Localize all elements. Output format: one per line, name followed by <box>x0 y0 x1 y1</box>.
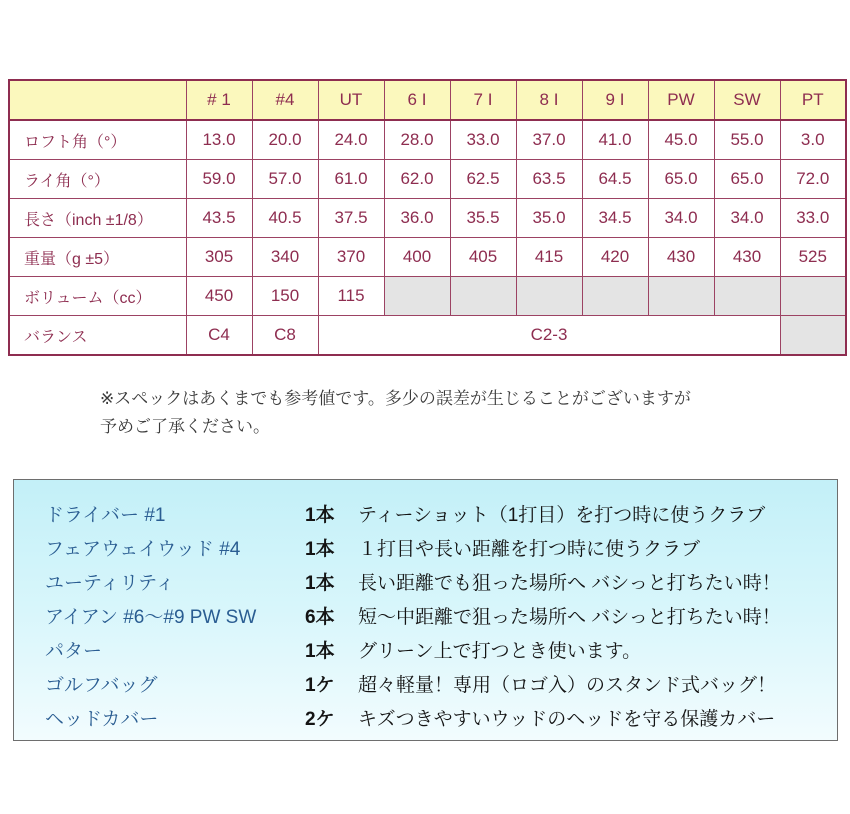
row-label: ボリューム（cc） <box>9 277 186 316</box>
item-description: 長い距離でも狙った場所へ バシっと打ちたい時！ <box>358 572 781 594</box>
club-name: ユーティリティ <box>45 572 175 594</box>
spec-cell: 34.0 <box>714 199 780 238</box>
empty-cell <box>648 277 714 316</box>
table-row <box>9 120 846 160</box>
set-item-row <box>45 564 837 598</box>
spec-note-line1: ※スペックはあくまでも参考値です。多少の誤差が生じることがございますが <box>100 389 691 408</box>
spec-cell: 40.5 <box>252 199 318 238</box>
table-row <box>9 238 846 277</box>
set-item-row <box>45 496 837 530</box>
spec-cell: 305 <box>186 238 252 277</box>
row-label: 長さ（inch ±1/8） <box>9 199 186 238</box>
empty-cell <box>780 316 846 356</box>
spec-cell: 63.5 <box>516 160 582 199</box>
column-header: SW <box>714 80 780 120</box>
club-name: アイアン #6〜#9 PW SW <box>45 606 257 628</box>
spec-cell: C4 <box>186 316 252 356</box>
spec-cell: 45.0 <box>648 120 714 160</box>
spec-cell: 420 <box>582 238 648 277</box>
club-name: ゴルフバッグ <box>45 674 158 696</box>
spec-cell: 61.0 <box>318 160 384 199</box>
item-description: １打目や長い距離を打つ時に使うクラブ <box>358 538 701 560</box>
spec-cell: 64.5 <box>582 160 648 199</box>
spec-cell: 55.0 <box>714 120 780 160</box>
column-header: # 1 <box>186 80 252 120</box>
item-count: 2ケ <box>305 708 335 730</box>
spec-cell: C8 <box>252 316 318 356</box>
club-name: ドライバー #1 <box>45 504 166 526</box>
club-name: ヘッドカバー <box>45 708 159 730</box>
item-count: 1本 <box>305 572 335 594</box>
spec-cell: 57.0 <box>252 160 318 199</box>
spec-cell: 450 <box>186 277 252 316</box>
spec-cell: 3.0 <box>780 120 846 160</box>
table-row <box>9 199 846 238</box>
item-count: 1本 <box>305 538 335 560</box>
row-label: ライ角（°） <box>9 160 186 199</box>
spec-table-header-row <box>9 80 846 120</box>
set-contents-box <box>13 479 838 741</box>
club-name: フェアウェイウッド #4 <box>45 538 241 560</box>
spec-cell: 340 <box>252 238 318 277</box>
spec-cell: 36.0 <box>384 199 450 238</box>
empty-cell <box>714 277 780 316</box>
empty-cell <box>384 277 450 316</box>
spec-cell: 62.5 <box>450 160 516 199</box>
table-row <box>9 316 846 356</box>
column-header: 6 I <box>384 80 450 120</box>
spec-cell: 525 <box>780 238 846 277</box>
spec-note <box>100 385 691 441</box>
column-header: PW <box>648 80 714 120</box>
column-header: 7 I <box>450 80 516 120</box>
item-description: グリーン上で打つとき使います。 <box>358 640 642 662</box>
spec-cell: 65.0 <box>714 160 780 199</box>
item-count: 6本 <box>305 606 335 628</box>
empty-cell <box>450 277 516 316</box>
set-item-row <box>45 666 837 700</box>
spec-cell: 370 <box>318 238 384 277</box>
spec-cell: 13.0 <box>186 120 252 160</box>
spec-cell: 430 <box>714 238 780 277</box>
column-header: 8 I <box>516 80 582 120</box>
corner-cell <box>9 80 186 120</box>
spec-cell: 34.5 <box>582 199 648 238</box>
spec-cell: 62.0 <box>384 160 450 199</box>
item-count: 1本 <box>305 640 335 662</box>
spec-table <box>8 79 847 356</box>
empty-cell <box>582 277 648 316</box>
empty-cell <box>516 277 582 316</box>
table-row <box>9 160 846 199</box>
spec-cell: 33.0 <box>450 120 516 160</box>
spec-cell: 430 <box>648 238 714 277</box>
spec-cell: 37.5 <box>318 199 384 238</box>
spec-cell: 35.0 <box>516 199 582 238</box>
spec-cell: 405 <box>450 238 516 277</box>
set-item-row <box>45 530 837 564</box>
column-header: 9 I <box>582 80 648 120</box>
spec-cell: 35.5 <box>450 199 516 238</box>
row-label: バランス <box>9 316 186 356</box>
item-count: 1ケ <box>305 674 335 696</box>
spec-cell: 400 <box>384 238 450 277</box>
spec-cell: 65.0 <box>648 160 714 199</box>
item-count: 1本 <box>305 504 335 526</box>
item-description: ティーショット（1打目）を打つ時に使うクラブ <box>358 504 766 526</box>
item-description: 超々軽量！専用（ロゴ入）のスタンド式バッグ！ <box>358 674 777 696</box>
spec-cell: 34.0 <box>648 199 714 238</box>
spec-cell: 28.0 <box>384 120 450 160</box>
item-description: 短〜中距離で狙った場所へ バシっと打ちたい時！ <box>358 606 781 628</box>
spec-cell: 41.0 <box>582 120 648 160</box>
row-label: 重量（g ±5） <box>9 238 186 277</box>
spec-cell: 20.0 <box>252 120 318 160</box>
spec-note-line2: 予めご了承ください。 <box>100 417 270 436</box>
spec-cell: 24.0 <box>318 120 384 160</box>
spec-cell: 33.0 <box>780 199 846 238</box>
spec-cell: 415 <box>516 238 582 277</box>
set-item-row <box>45 632 837 666</box>
set-item-row <box>45 700 837 734</box>
spec-cell: 37.0 <box>516 120 582 160</box>
column-header: #4 <box>252 80 318 120</box>
spec-cell: 150 <box>252 277 318 316</box>
spec-cell: 115 <box>318 277 384 316</box>
spec-cell: 72.0 <box>780 160 846 199</box>
row-label: ロフト角（°） <box>9 120 186 160</box>
spec-cell: 43.5 <box>186 199 252 238</box>
spec-cell: 59.0 <box>186 160 252 199</box>
empty-cell <box>780 277 846 316</box>
set-item-row <box>45 598 837 632</box>
item-description: キズつきやすいウッドのヘッドを守る保護カバー <box>358 708 776 730</box>
merged-balance-cell: C2-3 <box>318 316 780 356</box>
table-row <box>9 277 846 316</box>
column-header: PT <box>780 80 846 120</box>
column-header: UT <box>318 80 384 120</box>
club-name: パター <box>45 640 103 662</box>
